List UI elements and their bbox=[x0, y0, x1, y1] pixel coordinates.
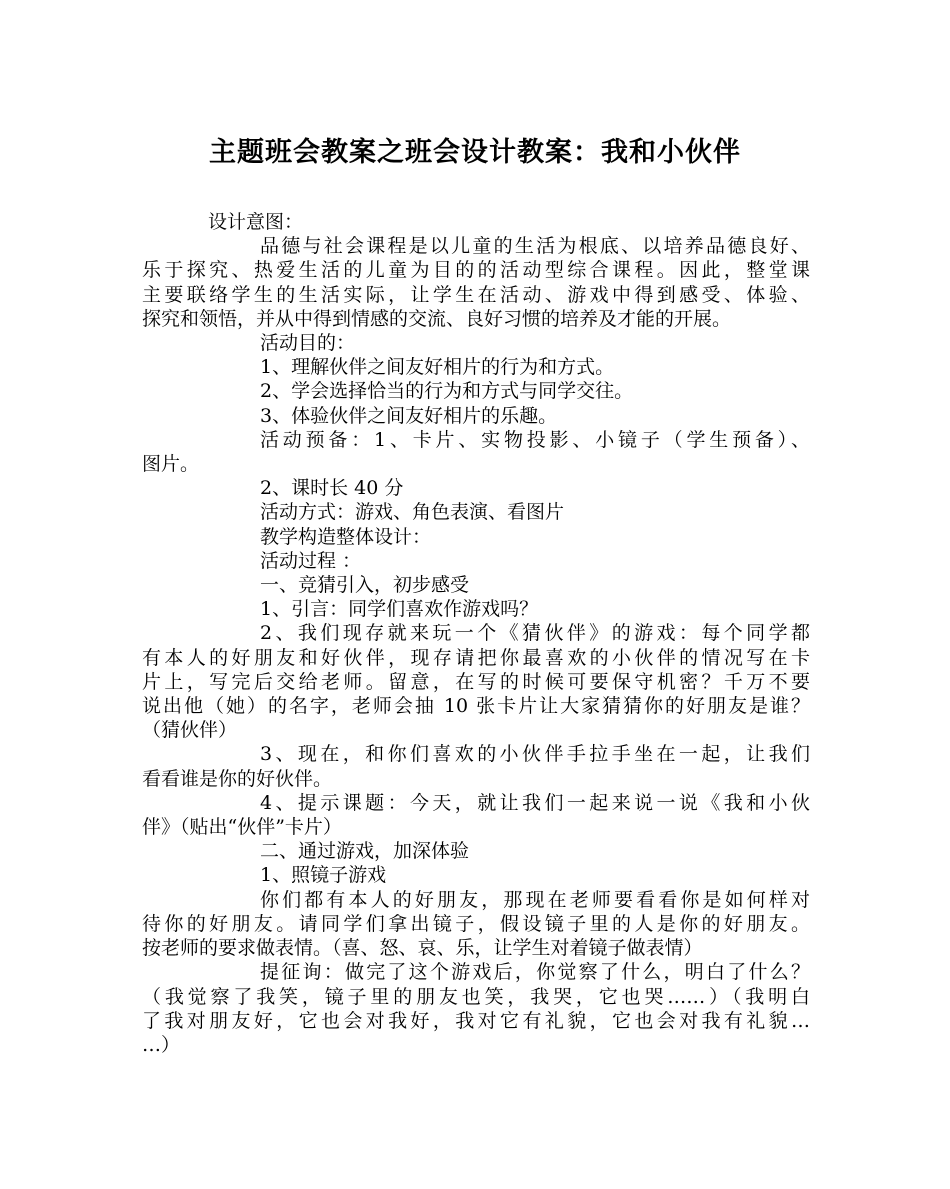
text-line: 图片。 bbox=[142, 453, 200, 476]
text-line: 提征询：做完了这个游戏后，你觉察了什么，明白了什么？ bbox=[260, 961, 810, 984]
text-line: 乐于探究、热爱生活的儿童为目的的活动型综合课程。因此，整堂课 bbox=[142, 259, 810, 282]
text-line: …） bbox=[142, 1033, 181, 1056]
text-line: 2、我们现存就来玩一个《猜伙伴》的游戏：每个同学都 bbox=[260, 622, 810, 645]
text-line: （我觉察了我笑，镜子里的朋友也笑，我哭，它也哭……）（我明白 bbox=[142, 985, 810, 1008]
text-line: 伴》（贴出“伙伴”卡片） bbox=[142, 816, 342, 839]
text-line: 有本人的好朋友和好伙伴，现存请把你最喜欢的小伙伴的情况写在卡 bbox=[142, 646, 810, 669]
text-line: 3、体验伙伴之间友好相片的乐趣。 bbox=[260, 404, 558, 427]
text-line: 二、通过游戏，加深体验 bbox=[260, 840, 470, 863]
text-line: 1、引言：同学们喜欢作游戏吗？ bbox=[260, 598, 539, 621]
text-line: 品德与社会课程是以儿童的生活为根底、以培养品德良好、 bbox=[260, 235, 810, 258]
text-line: 了我对朋友好，它也会对我好，我对它有礼貌，它也会对我有礼貌… bbox=[142, 1009, 810, 1032]
text-line: 设计意图： bbox=[208, 211, 304, 233]
text-line: 活动过程 ： bbox=[260, 549, 362, 572]
text-line: 2、课时长 40 分 bbox=[260, 477, 404, 500]
text-line: 3、现在，和你们喜欢的小伙伴手拉手坐在一起，让我们 bbox=[260, 743, 810, 766]
text-line: 说出他（她）的名字，老师会抽 10 张卡片让大家猜猜你的好朋友是谁？ bbox=[142, 695, 810, 718]
text-line: 待你的好朋友。请同学们拿出镜子，假设镜子里的人是你的好朋友。 bbox=[142, 912, 810, 935]
text-line: 2、学会选择恰当的行为和方式与同学交往。 bbox=[260, 380, 634, 403]
text-line: 活动方式：游戏、角色表演、看图片 bbox=[260, 501, 565, 524]
text-line: 活动预备：1、卡片、实物投影、小镜子（学生预备）、 bbox=[260, 428, 810, 451]
document-title: 主题班会教案之班会设计教案：我和小伙伴 bbox=[209, 137, 741, 168]
document-body bbox=[142, 210, 810, 1057]
text-line: 看看谁是你的好伙伴。 bbox=[142, 767, 333, 790]
text-line: 探究和领悟，并从中得到情感的交流、良好习惯的培养及才能的开展。 bbox=[142, 307, 732, 330]
text-line: 一、竞猜引入，初步感受 bbox=[260, 574, 470, 597]
text-line: 1、照镜子游戏 bbox=[260, 864, 387, 887]
text-line: 你们都有本人的好朋友，那现在老师要看看你是如何样对 bbox=[260, 888, 810, 911]
text-line: （猜伙伴） bbox=[142, 719, 238, 742]
text-line: 主要联络学生的生活实际，让学生在活动、游戏中得到感受、体验、 bbox=[142, 283, 810, 306]
text-line: 活动目的： bbox=[260, 332, 356, 355]
text-line: 4、提示课题：今天，就让我们一起来说一说《我和小伙 bbox=[260, 791, 810, 814]
text-line: 按老师的要求做表情。（喜、怒、哀、乐，让学生对着镜子做表情） bbox=[142, 937, 703, 960]
text-line: 片上，写完后交给老师。留意，在写的时候可要保守机密？千万不要 bbox=[142, 670, 810, 693]
text-line: 教学构造整体设计： bbox=[260, 525, 432, 548]
text-line: 1、理解伙伴之间友好相片的行为和方式。 bbox=[260, 356, 615, 379]
